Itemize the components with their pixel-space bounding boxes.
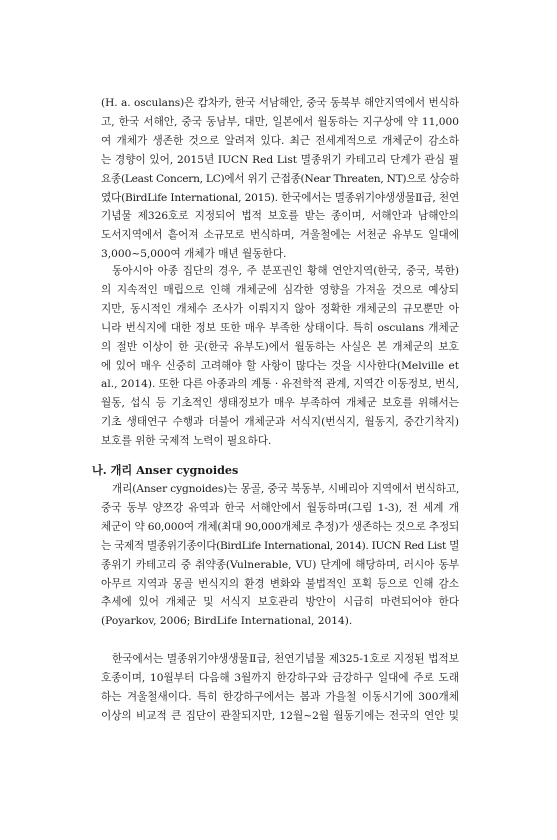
- text-line: 요종(Least Concern, LC)에서 위기 근접종(Near Threaten, NT)으로 상승하: [101, 172, 459, 185]
- text-line: 기초 생태연구 수행과 더불어 개체군과 서식지(번식지, 월동지, 중간기착지): [101, 416, 459, 429]
- text-line: 보호를 위한 국제적 노력이 필요하다.: [101, 435, 272, 448]
- paragraph-anser-cygnoides: [101, 480, 459, 631]
- paragraph-korea-status: [101, 650, 459, 726]
- text-line: 호종이며, 10월부터 다음해 3월까지 한강하구와 금강하구 일대에 주로 도래: [101, 671, 459, 684]
- text-line: 는 경향이 있어, 2015년 IUCN Red List 멸종위기 카테고리 단계가 관심 필: [101, 153, 459, 166]
- text-line: al., 2014). 또한 다른 아종과의 계통 · 유전학적 관계, 지역간 이동정보, 번식,: [101, 378, 459, 391]
- text-line: 하는 겨울철새이다. 특히 한강하구에서는 봄과 가을철 이동시기에 300개체: [101, 690, 459, 703]
- text-line: (Poyarkov, 2006; BirdLife International, 2014).: [101, 615, 353, 628]
- text-line: (H. a. osculans)은 캄차카, 한국 서남해안, 중국 동북부 해안지역에서 번식하: [101, 97, 459, 109]
- text-line: 중국 동부 양쯔강 유역과 한국 서해안에서 월동하며(그림 1-3), 전 세계 개: [101, 501, 459, 514]
- text-line: 3,000~5,000여 개체가 매년 월동한다.: [101, 248, 287, 261]
- text-line: 지만, 동시적인 개체수 조사가 이뤄지지 않아 정확한 개체군의 규모뿐만 아: [101, 302, 459, 315]
- text-line: 한국에서는 멸종위기야생생물Ⅱ급, 천연기념물 제325-1호로 지정된 법적보: [112, 653, 459, 665]
- text-line: 니라 번식지에 대한 정보 또한 매우 부족한 상태이다. 특히 osculans 개체군: [101, 321, 459, 334]
- text-line: 체군이 약 60,000여 개체(최대 90,000개체로 추정)가 생존하는 것으로 추정되: [101, 520, 459, 533]
- text-line: 여 개체가 생존한 것으로 알려져 있다. 최근 전세계적으로 개체군이 감소하: [101, 134, 459, 147]
- section-heading: 나. 개리 Anser cygnoides: [92, 463, 239, 477]
- text-line: 기념물 제326호로 지정되어 법적 보호를 받는 종이며, 서해안과 남해안의: [101, 210, 459, 223]
- paragraph-osculans-distribution: [101, 94, 459, 264]
- text-line: 고, 한국 서해안, 중국 동남부, 대만, 일본에서 월동하는 지구상에 약 11,000: [101, 115, 459, 128]
- text-line: 동아시아 아종 집단의 경우, 주 분포권인 황해 연안지역(한국, 중국, 북한): [112, 265, 459, 277]
- paragraph-east-asia-population: [101, 262, 459, 451]
- text-line: 의 지속적인 매립으로 인해 개체군에 심각한 영향을 가져올 것으로 예상되: [101, 283, 459, 296]
- text-line: 였다(BirdLife International, 2015). 한국에서는 멸종위기야생생물Ⅱ급, 천연: [101, 191, 459, 204]
- text-line: 의 절반 이상이 한 곳(한국 유부도)에서 월동하는 사실은 본 개체군의 보호: [101, 340, 459, 353]
- text-line: 아무르 지역과 몽골 번식지의 환경 변화와 불법적인 포획 등으로 인해 감소: [101, 577, 459, 590]
- text-line: 개리(Anser cygnoides)는 몽골, 중국 북동부, 시베리아 지역에서 번식하고,: [112, 483, 459, 495]
- text-line: 이상의 비교적 큰 집단이 관찰되지만, 12월~2월 월동기에는 전국의 연안 및: [101, 709, 459, 722]
- text-line: 종위기 카테고리 중 취약종(Vulnerable, VU) 단계에 해당하며, 러시아 동부: [101, 558, 459, 571]
- text-line: 에 있어 매우 신중히 고려해야 할 사항이 많다는 것을 시사한다(Melville et: [101, 359, 459, 372]
- text-line: 추세에 있어 개체군 및 서식지 보호관리 방안이 시급히 마련되어야 한다: [101, 596, 459, 609]
- text-line: 월동, 섭식 등 기초적인 생태정보가 매우 부족하여 개체군 보호를 위해서는: [101, 397, 459, 410]
- text-line: 도서지역에서 흩어져 소규모로 번식하며, 겨울철에는 서천군 유부도 일대에: [101, 229, 459, 242]
- text-line: 는 국제적 멸종위기종이다(BirdLife International, 2014). IUCN Red List 멸: [101, 539, 459, 552]
